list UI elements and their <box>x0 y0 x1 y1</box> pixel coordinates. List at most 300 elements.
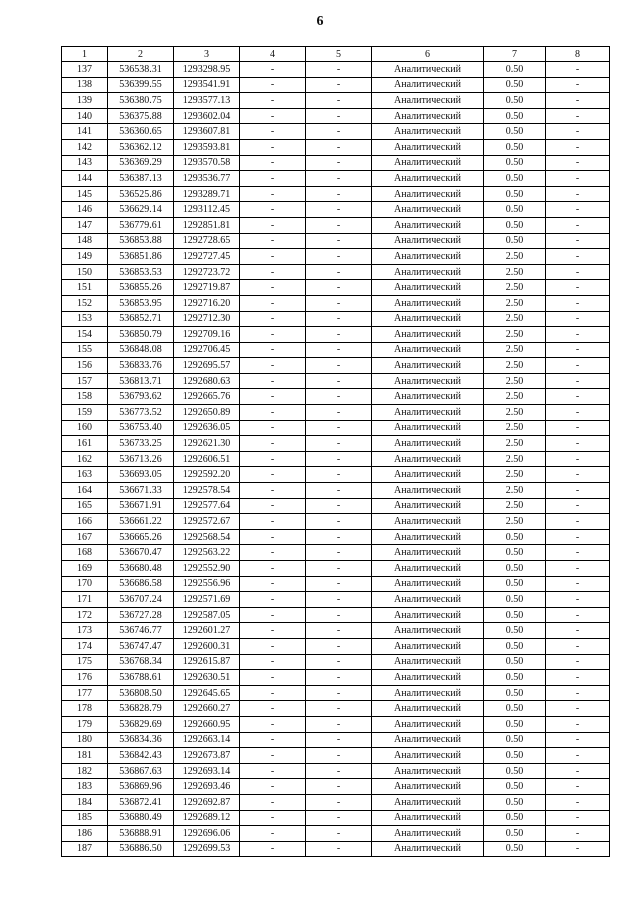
point-number-cell: 148 <box>62 233 108 249</box>
x-coordinate-cell: 536727.28 <box>108 607 174 623</box>
column-header: 4 <box>240 47 306 62</box>
point-number-cell: 160 <box>62 420 108 436</box>
x-coordinate-cell: 536851.86 <box>108 249 174 265</box>
x-coordinate-cell: 536707.24 <box>108 592 174 608</box>
column-4-cell: - <box>240 436 306 452</box>
column-header: 6 <box>372 47 484 62</box>
point-number-cell: 157 <box>62 373 108 389</box>
table-row <box>62 592 610 608</box>
table-row <box>62 810 610 826</box>
method-cell: Аналитический <box>372 420 484 436</box>
method-cell: Аналитический <box>372 810 484 826</box>
column-4-cell: - <box>240 732 306 748</box>
column-5-cell: - <box>306 529 372 545</box>
y-coordinate-cell: 1292568.54 <box>174 529 240 545</box>
table-row <box>62 794 610 810</box>
column-5-cell: - <box>306 436 372 452</box>
column-8-cell: - <box>546 202 610 218</box>
column-5-cell: - <box>306 155 372 171</box>
table-row <box>62 62 610 78</box>
method-cell: Аналитический <box>372 77 484 93</box>
column-5-cell: - <box>306 93 372 109</box>
column-5-cell: - <box>306 280 372 296</box>
y-coordinate-cell: 1292673.87 <box>174 748 240 764</box>
column-8-cell: - <box>546 389 610 405</box>
x-coordinate-cell: 536538.31 <box>108 62 174 78</box>
y-coordinate-cell: 1292660.27 <box>174 701 240 717</box>
y-coordinate-cell: 1293593.81 <box>174 139 240 155</box>
column-8-cell: - <box>546 327 610 343</box>
accuracy-cell: 2.50 <box>484 514 546 530</box>
point-number-cell: 164 <box>62 483 108 499</box>
accuracy-cell: 2.50 <box>484 389 546 405</box>
point-number-cell: 178 <box>62 701 108 717</box>
column-5-cell: - <box>306 217 372 233</box>
y-coordinate-cell: 1292577.64 <box>174 498 240 514</box>
x-coordinate-cell: 536671.33 <box>108 483 174 499</box>
accuracy-cell: 2.50 <box>484 311 546 327</box>
column-4-cell: - <box>240 311 306 327</box>
column-8-cell: - <box>546 124 610 140</box>
accuracy-cell: 0.50 <box>484 155 546 171</box>
column-5-cell: - <box>306 124 372 140</box>
column-8-cell: - <box>546 607 610 623</box>
point-number-cell: 147 <box>62 217 108 233</box>
column-4-cell: - <box>240 405 306 421</box>
accuracy-cell: 2.50 <box>484 483 546 499</box>
coordinates-table <box>61 46 610 857</box>
column-4-cell: - <box>240 171 306 187</box>
column-4-cell: - <box>240 295 306 311</box>
y-coordinate-cell: 1292706.45 <box>174 342 240 358</box>
y-coordinate-cell: 1292693.14 <box>174 763 240 779</box>
table-row <box>62 389 610 405</box>
x-coordinate-cell: 536375.88 <box>108 108 174 124</box>
table-row <box>62 826 610 842</box>
column-8-cell: - <box>546 373 610 389</box>
point-number-cell: 141 <box>62 124 108 140</box>
method-cell: Аналитический <box>372 654 484 670</box>
method-cell: Аналитический <box>372 638 484 654</box>
column-5-cell: - <box>306 171 372 187</box>
column-header: 7 <box>484 47 546 62</box>
column-4-cell: - <box>240 451 306 467</box>
x-coordinate-cell: 536880.49 <box>108 810 174 826</box>
table-row <box>62 405 610 421</box>
y-coordinate-cell: 1292578.54 <box>174 483 240 499</box>
column-5-cell: - <box>306 545 372 561</box>
point-number-cell: 155 <box>62 342 108 358</box>
column-5-cell: - <box>306 732 372 748</box>
column-header: 5 <box>306 47 372 62</box>
column-8-cell: - <box>546 826 610 842</box>
x-coordinate-cell: 536779.61 <box>108 217 174 233</box>
point-number-cell: 138 <box>62 77 108 93</box>
accuracy-cell: 2.50 <box>484 420 546 436</box>
y-coordinate-cell: 1292571.69 <box>174 592 240 608</box>
column-4-cell: - <box>240 249 306 265</box>
x-coordinate-cell: 536853.95 <box>108 295 174 311</box>
y-coordinate-cell: 1292636.05 <box>174 420 240 436</box>
column-8-cell: - <box>546 623 610 639</box>
accuracy-cell: 2.50 <box>484 327 546 343</box>
column-4-cell: - <box>240 420 306 436</box>
y-coordinate-cell: 1292592.20 <box>174 467 240 483</box>
column-4-cell: - <box>240 373 306 389</box>
column-4-cell: - <box>240 108 306 124</box>
column-8-cell: - <box>546 483 610 499</box>
y-coordinate-cell: 1293541.91 <box>174 77 240 93</box>
accuracy-cell: 0.50 <box>484 217 546 233</box>
point-number-cell: 175 <box>62 654 108 670</box>
method-cell: Аналитический <box>372 342 484 358</box>
point-number-cell: 179 <box>62 716 108 732</box>
x-coordinate-cell: 536360.65 <box>108 124 174 140</box>
table-row <box>62 436 610 452</box>
column-5-cell: - <box>306 794 372 810</box>
x-coordinate-cell: 536829.69 <box>108 716 174 732</box>
column-4-cell: - <box>240 139 306 155</box>
column-5-cell: - <box>306 779 372 795</box>
point-number-cell: 165 <box>62 498 108 514</box>
method-cell: Аналитический <box>372 607 484 623</box>
column-4-cell: - <box>240 748 306 764</box>
method-cell: Аналитический <box>372 529 484 545</box>
y-coordinate-cell: 1292692.87 <box>174 794 240 810</box>
column-4-cell: - <box>240 498 306 514</box>
y-coordinate-cell: 1292556.96 <box>174 576 240 592</box>
column-5-cell: - <box>306 841 372 857</box>
table-row <box>62 233 610 249</box>
column-8-cell: - <box>546 77 610 93</box>
method-cell: Аналитический <box>372 62 484 78</box>
column-8-cell: - <box>546 171 610 187</box>
point-number-cell: 183 <box>62 779 108 795</box>
method-cell: Аналитический <box>372 467 484 483</box>
column-5-cell: - <box>306 498 372 514</box>
column-8-cell: - <box>546 249 610 265</box>
column-header: 8 <box>546 47 610 62</box>
table-row <box>62 217 610 233</box>
method-cell: Аналитический <box>372 592 484 608</box>
column-8-cell: - <box>546 779 610 795</box>
column-8-cell: - <box>546 794 610 810</box>
column-8-cell: - <box>546 654 610 670</box>
table-row <box>62 685 610 701</box>
accuracy-cell: 2.50 <box>484 373 546 389</box>
x-coordinate-cell: 536387.13 <box>108 171 174 187</box>
y-coordinate-cell: 1292709.16 <box>174 327 240 343</box>
point-number-cell: 145 <box>62 186 108 202</box>
x-coordinate-cell: 536671.91 <box>108 498 174 514</box>
column-8-cell: - <box>546 93 610 109</box>
column-4-cell: - <box>240 529 306 545</box>
accuracy-cell: 0.50 <box>484 763 546 779</box>
column-5-cell: - <box>306 654 372 670</box>
accuracy-cell: 0.50 <box>484 202 546 218</box>
accuracy-cell: 0.50 <box>484 607 546 623</box>
column-4-cell: - <box>240 763 306 779</box>
table-row <box>62 373 610 389</box>
column-8-cell: - <box>546 763 610 779</box>
y-coordinate-cell: 1292645.65 <box>174 685 240 701</box>
point-number-cell: 146 <box>62 202 108 218</box>
accuracy-cell: 0.50 <box>484 62 546 78</box>
accuracy-cell: 0.50 <box>484 810 546 826</box>
column-4-cell: - <box>240 623 306 639</box>
y-coordinate-cell: 1292601.27 <box>174 623 240 639</box>
y-coordinate-cell: 1292600.31 <box>174 638 240 654</box>
x-coordinate-cell: 536793.62 <box>108 389 174 405</box>
x-coordinate-cell: 536753.40 <box>108 420 174 436</box>
column-5-cell: - <box>306 202 372 218</box>
method-cell: Аналитический <box>372 249 484 265</box>
column-8-cell: - <box>546 576 610 592</box>
column-4-cell: - <box>240 155 306 171</box>
method-cell: Аналитический <box>372 701 484 717</box>
y-coordinate-cell: 1292650.89 <box>174 405 240 421</box>
column-4-cell: - <box>240 124 306 140</box>
x-coordinate-cell: 536833.76 <box>108 358 174 374</box>
column-5-cell: - <box>306 405 372 421</box>
y-coordinate-cell: 1293112.45 <box>174 202 240 218</box>
accuracy-cell: 2.50 <box>484 436 546 452</box>
column-5-cell: - <box>306 763 372 779</box>
column-8-cell: - <box>546 732 610 748</box>
accuracy-cell: 0.50 <box>484 841 546 857</box>
column-5-cell: - <box>306 77 372 93</box>
method-cell: Аналитический <box>372 545 484 561</box>
point-number-cell: 143 <box>62 155 108 171</box>
column-4-cell: - <box>240 389 306 405</box>
point-number-cell: 172 <box>62 607 108 623</box>
column-8-cell: - <box>546 716 610 732</box>
table-row <box>62 545 610 561</box>
table-row <box>62 670 610 686</box>
column-5-cell: - <box>306 311 372 327</box>
column-4-cell: - <box>240 592 306 608</box>
column-8-cell: - <box>546 311 610 327</box>
x-coordinate-cell: 536872.41 <box>108 794 174 810</box>
method-cell: Аналитический <box>372 576 484 592</box>
column-8-cell: - <box>546 342 610 358</box>
column-8-cell: - <box>546 186 610 202</box>
y-coordinate-cell: 1292696.06 <box>174 826 240 842</box>
accuracy-cell: 2.50 <box>484 467 546 483</box>
method-cell: Аналитический <box>372 280 484 296</box>
accuracy-cell: 0.50 <box>484 576 546 592</box>
point-number-cell: 162 <box>62 451 108 467</box>
accuracy-cell: 2.50 <box>484 280 546 296</box>
method-cell: Аналитический <box>372 623 484 639</box>
y-coordinate-cell: 1292699.53 <box>174 841 240 857</box>
accuracy-cell: 0.50 <box>484 139 546 155</box>
y-coordinate-cell: 1293577.13 <box>174 93 240 109</box>
y-coordinate-cell: 1293602.04 <box>174 108 240 124</box>
point-number-cell: 166 <box>62 514 108 530</box>
point-number-cell: 170 <box>62 576 108 592</box>
method-cell: Аналитический <box>372 373 484 389</box>
table-row <box>62 295 610 311</box>
table-row <box>62 77 610 93</box>
y-coordinate-cell: 1292665.76 <box>174 389 240 405</box>
y-coordinate-cell: 1292728.65 <box>174 233 240 249</box>
x-coordinate-cell: 536380.75 <box>108 93 174 109</box>
column-4-cell: - <box>240 233 306 249</box>
point-number-cell: 158 <box>62 389 108 405</box>
table-row <box>62 763 610 779</box>
column-5-cell: - <box>306 62 372 78</box>
accuracy-cell: 0.50 <box>484 77 546 93</box>
y-coordinate-cell: 1292587.05 <box>174 607 240 623</box>
column-header: 3 <box>174 47 240 62</box>
column-4-cell: - <box>240 264 306 280</box>
table-row <box>62 124 610 140</box>
column-4-cell: - <box>240 810 306 826</box>
method-cell: Аналитический <box>372 389 484 405</box>
y-coordinate-cell: 1292660.95 <box>174 716 240 732</box>
table-row <box>62 498 610 514</box>
method-cell: Аналитический <box>372 327 484 343</box>
method-cell: Аналитический <box>372 436 484 452</box>
column-8-cell: - <box>546 264 610 280</box>
x-coordinate-cell: 536886.50 <box>108 841 174 857</box>
column-5-cell: - <box>306 186 372 202</box>
column-5-cell: - <box>306 295 372 311</box>
table-row <box>62 529 610 545</box>
y-coordinate-cell: 1292719.87 <box>174 280 240 296</box>
column-8-cell: - <box>546 108 610 124</box>
table-row <box>62 155 610 171</box>
column-5-cell: - <box>306 451 372 467</box>
column-8-cell: - <box>546 295 610 311</box>
accuracy-cell: 2.50 <box>484 249 546 265</box>
point-number-cell: 153 <box>62 311 108 327</box>
point-number-cell: 140 <box>62 108 108 124</box>
accuracy-cell: 2.50 <box>484 498 546 514</box>
point-number-cell: 185 <box>62 810 108 826</box>
x-coordinate-cell: 536686.58 <box>108 576 174 592</box>
table-row <box>62 171 610 187</box>
column-4-cell: - <box>240 77 306 93</box>
y-coordinate-cell: 1292712.30 <box>174 311 240 327</box>
column-5-cell: - <box>306 638 372 654</box>
accuracy-cell: 0.50 <box>484 701 546 717</box>
method-cell: Аналитический <box>372 139 484 155</box>
column-8-cell: - <box>546 358 610 374</box>
x-coordinate-cell: 536853.53 <box>108 264 174 280</box>
column-8-cell: - <box>546 155 610 171</box>
column-5-cell: - <box>306 249 372 265</box>
column-5-cell: - <box>306 233 372 249</box>
y-coordinate-cell: 1292689.12 <box>174 810 240 826</box>
table-row <box>62 93 610 109</box>
point-number-cell: 154 <box>62 327 108 343</box>
y-coordinate-cell: 1292693.46 <box>174 779 240 795</box>
table-row <box>62 342 610 358</box>
accuracy-cell: 2.50 <box>484 405 546 421</box>
y-coordinate-cell: 1292621.30 <box>174 436 240 452</box>
accuracy-cell: 0.50 <box>484 108 546 124</box>
accuracy-cell: 2.50 <box>484 264 546 280</box>
accuracy-cell: 2.50 <box>484 358 546 374</box>
column-8-cell: - <box>546 514 610 530</box>
column-5-cell: - <box>306 810 372 826</box>
column-4-cell: - <box>240 561 306 577</box>
accuracy-cell: 0.50 <box>484 654 546 670</box>
y-coordinate-cell: 1292723.72 <box>174 264 240 280</box>
column-8-cell: - <box>546 405 610 421</box>
point-number-cell: 151 <box>62 280 108 296</box>
x-coordinate-cell: 536869.96 <box>108 779 174 795</box>
point-number-cell: 184 <box>62 794 108 810</box>
column-8-cell: - <box>546 436 610 452</box>
column-5-cell: - <box>306 701 372 717</box>
method-cell: Аналитический <box>372 405 484 421</box>
column-4-cell: - <box>240 342 306 358</box>
accuracy-cell: 0.50 <box>484 716 546 732</box>
x-coordinate-cell: 536773.52 <box>108 405 174 421</box>
accuracy-cell: 0.50 <box>484 779 546 795</box>
column-4-cell: - <box>240 794 306 810</box>
column-4-cell: - <box>240 545 306 561</box>
accuracy-cell: 0.50 <box>484 623 546 639</box>
method-cell: Аналитический <box>372 124 484 140</box>
column-4-cell: - <box>240 186 306 202</box>
method-cell: Аналитический <box>372 171 484 187</box>
y-coordinate-cell: 1293289.71 <box>174 186 240 202</box>
x-coordinate-cell: 536788.61 <box>108 670 174 686</box>
point-number-cell: 159 <box>62 405 108 421</box>
column-4-cell: - <box>240 327 306 343</box>
point-number-cell: 150 <box>62 264 108 280</box>
accuracy-cell: 0.50 <box>484 93 546 109</box>
column-5-cell: - <box>306 685 372 701</box>
column-4-cell: - <box>240 826 306 842</box>
column-4-cell: - <box>240 685 306 701</box>
method-cell: Аналитический <box>372 233 484 249</box>
point-number-cell: 152 <box>62 295 108 311</box>
column-5-cell: - <box>306 483 372 499</box>
method-cell: Аналитический <box>372 779 484 795</box>
x-coordinate-cell: 536369.29 <box>108 155 174 171</box>
column-8-cell: - <box>546 233 610 249</box>
method-cell: Аналитический <box>372 732 484 748</box>
method-cell: Аналитический <box>372 748 484 764</box>
point-number-cell: 182 <box>62 763 108 779</box>
column-8-cell: - <box>546 62 610 78</box>
column-5-cell: - <box>306 592 372 608</box>
column-8-cell: - <box>546 561 610 577</box>
point-number-cell: 176 <box>62 670 108 686</box>
accuracy-cell: 0.50 <box>484 732 546 748</box>
method-cell: Аналитический <box>372 841 484 857</box>
column-8-cell: - <box>546 498 610 514</box>
point-number-cell: 142 <box>62 139 108 155</box>
x-coordinate-cell: 536362.12 <box>108 139 174 155</box>
method-cell: Аналитический <box>372 108 484 124</box>
column-8-cell: - <box>546 467 610 483</box>
point-number-cell: 163 <box>62 467 108 483</box>
table-row <box>62 186 610 202</box>
column-5-cell: - <box>306 748 372 764</box>
accuracy-cell: 0.50 <box>484 638 546 654</box>
method-cell: Аналитический <box>372 716 484 732</box>
x-coordinate-cell: 536670.47 <box>108 545 174 561</box>
table-row <box>62 420 610 436</box>
column-4-cell: - <box>240 716 306 732</box>
accuracy-cell: 0.50 <box>484 670 546 686</box>
